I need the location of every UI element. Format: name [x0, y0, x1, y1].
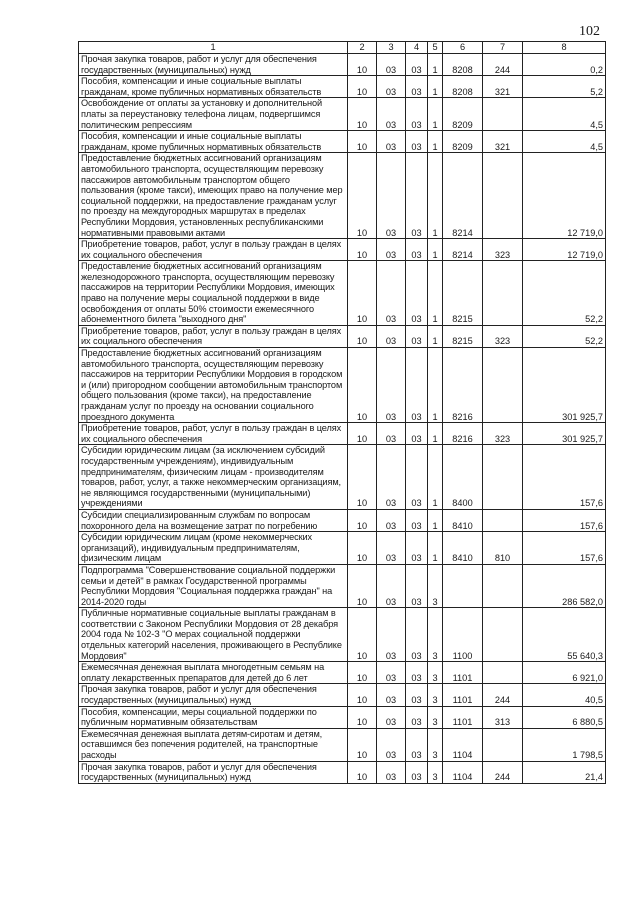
row-code-cell: 03	[377, 761, 406, 783]
row-code-cell: 03	[406, 325, 428, 347]
row-code-cell: 321	[483, 131, 523, 153]
row-name-cell: Ежемесячная денежная выплата детям-сиротам и детям, оставшимся без попечения родителей, на транспортные расходы	[79, 728, 348, 761]
row-code-cell: 1	[428, 509, 443, 531]
row-name-cell: Предоставление бюджетных ассигнований организациям железнодорожного транспорта, осуществляющим перевозку пассажиров на территории Республики Мордовия, имеющих право на получение меры социальной поддержки в виде освобождения от оплаты 50% стоимости ежемесячного абонементного билета "выходного дня"	[79, 261, 348, 326]
row-code-cell	[483, 153, 523, 239]
column-header: 8	[523, 42, 606, 54]
row-code-cell: 3	[428, 608, 443, 662]
row-code-cell: 10	[348, 239, 377, 261]
row-code-cell: 8214	[443, 153, 483, 239]
row-code-cell: 1	[428, 348, 443, 423]
row-name-cell: Приобретение товаров, работ, услуг в пользу граждан в целях их социального обеспечения	[79, 325, 348, 347]
row-code-cell: 03	[406, 509, 428, 531]
row-code-cell: 03	[406, 261, 428, 326]
row-code-cell: 03	[406, 706, 428, 728]
row-name-cell: Субсидии юридическим лицам (за исключением субсидий государственным учреждениям), индивидуальным предпринимателям, физическим лицам - производителям товаров, работ, услуг, а также некоммерческим организациям, не являющимся государственными (муниципальными) учреждениями	[79, 445, 348, 510]
row-name-cell: Субсидии юридическим лицам (кроме некоммерческих организаций), индивидуальным предпринимателям, физическим лицам	[79, 532, 348, 565]
row-code-cell: 03	[406, 98, 428, 131]
row-code-cell: 8410	[443, 509, 483, 531]
table-row	[79, 239, 606, 261]
row-code-cell: 03	[377, 423, 406, 445]
row-code-cell: 1	[428, 261, 443, 326]
table-body	[79, 54, 606, 784]
row-code-cell: 03	[406, 131, 428, 153]
row-name-cell: Приобретение товаров, работ, услуг в пользу граждан в целях их социального обеспечения	[79, 239, 348, 261]
row-code-cell: 03	[377, 54, 406, 76]
row-code-cell: 1	[428, 325, 443, 347]
row-code-cell: 8208	[443, 54, 483, 76]
row-code-cell: 03	[377, 684, 406, 706]
row-code-cell: 03	[406, 153, 428, 239]
row-code-cell: 8214	[443, 239, 483, 261]
row-code-cell: 10	[348, 153, 377, 239]
row-name-cell: Ежемесячная денежная выплата многодетным семьям на оплату лекарственных препаратов для детей до 6 лет	[79, 662, 348, 684]
table-row	[79, 761, 606, 783]
row-amount-cell: 157,6	[523, 532, 606, 565]
page-number: 102	[579, 24, 600, 39]
row-amount-cell: 6 921,0	[523, 662, 606, 684]
row-code-cell	[483, 509, 523, 531]
row-code-cell: 03	[377, 728, 406, 761]
row-code-cell: 03	[406, 76, 428, 98]
row-code-cell: 03	[377, 325, 406, 347]
row-code-cell: 8216	[443, 423, 483, 445]
row-code-cell: 03	[377, 532, 406, 565]
table-row	[79, 445, 606, 510]
row-code-cell: 10	[348, 261, 377, 326]
row-code-cell: 03	[406, 54, 428, 76]
column-header: 2	[348, 42, 377, 54]
row-amount-cell: 0,2	[523, 54, 606, 76]
row-code-cell: 10	[348, 54, 377, 76]
row-code-cell	[443, 564, 483, 607]
row-name-cell: Приобретение товаров, работ, услуг в пользу граждан в целях их социального обеспечения	[79, 423, 348, 445]
row-code-cell: 10	[348, 662, 377, 684]
row-code-cell: 03	[377, 131, 406, 153]
row-name-cell: Пособия, компенсации и иные социальные выплаты гражданам, кроме публичных нормативных обязательств	[79, 131, 348, 153]
row-code-cell: 8410	[443, 532, 483, 565]
row-code-cell	[483, 98, 523, 131]
row-code-cell: 3	[428, 761, 443, 783]
row-amount-cell: 5,2	[523, 76, 606, 98]
row-code-cell: 10	[348, 509, 377, 531]
row-amount-cell: 157,6	[523, 509, 606, 531]
row-code-cell: 03	[406, 445, 428, 510]
row-code-cell: 03	[406, 684, 428, 706]
row-code-cell: 321	[483, 76, 523, 98]
row-code-cell	[483, 348, 523, 423]
row-code-cell: 323	[483, 423, 523, 445]
row-code-cell: 03	[406, 761, 428, 783]
table-row	[79, 684, 606, 706]
row-code-cell: 03	[406, 423, 428, 445]
row-amount-cell: 55 640,3	[523, 608, 606, 662]
row-code-cell: 10	[348, 445, 377, 510]
row-code-cell: 10	[348, 564, 377, 607]
table-row	[79, 261, 606, 326]
row-code-cell	[483, 662, 523, 684]
table-row	[79, 348, 606, 423]
row-code-cell: 03	[406, 564, 428, 607]
row-code-cell: 1	[428, 532, 443, 565]
row-amount-cell: 52,2	[523, 325, 606, 347]
row-code-cell	[483, 564, 523, 607]
row-code-cell: 03	[377, 706, 406, 728]
row-amount-cell: 21,4	[523, 761, 606, 783]
row-code-cell: 1	[428, 131, 443, 153]
column-header: 1	[79, 42, 348, 54]
row-code-cell: 10	[348, 532, 377, 565]
row-code-cell: 1	[428, 54, 443, 76]
row-code-cell: 8209	[443, 131, 483, 153]
row-code-cell: 8215	[443, 261, 483, 326]
row-code-cell: 1	[428, 76, 443, 98]
table-row	[79, 98, 606, 131]
row-code-cell: 323	[483, 325, 523, 347]
table-row	[79, 76, 606, 98]
row-code-cell: 244	[483, 684, 523, 706]
row-code-cell: 1104	[443, 728, 483, 761]
table-row	[79, 608, 606, 662]
row-code-cell: 1	[428, 153, 443, 239]
row-code-cell: 03	[377, 261, 406, 326]
row-code-cell: 810	[483, 532, 523, 565]
row-code-cell: 1101	[443, 706, 483, 728]
column-header: 7	[483, 42, 523, 54]
row-name-cell: Предоставление бюджетных ассигнований организациям автомобильного транспорта, осуществляющим перевозку пассажиров автомобильным транспортом общего пользования (кроме такси), имеющих право на получение мер социальной поддержки, на предоставление гражданам услуг по проезду на междугородных маршрутах в пределах Республики Мордовия, установленных республиканскими нормативными правовыми актами	[79, 153, 348, 239]
row-code-cell: 03	[406, 608, 428, 662]
row-name-cell: Пособия, компенсации и иные социальные выплаты гражданам, кроме публичных нормативных обязательств	[79, 76, 348, 98]
row-code-cell: 8216	[443, 348, 483, 423]
row-code-cell: 1104	[443, 761, 483, 783]
row-name-cell: Публичные нормативные социальные выплаты гражданам в соответствии с Законом Республики Мордовия от 28 декабря 2004 года № 102-З "О мерах социальной поддержки отдельных категорий населения, проживающего в Республике Мордовия"	[79, 608, 348, 662]
table-row	[79, 325, 606, 347]
row-code-cell: 03	[377, 564, 406, 607]
row-code-cell: 1	[428, 445, 443, 510]
row-amount-cell: 301 925,7	[523, 348, 606, 423]
table-row	[79, 564, 606, 607]
row-code-cell: 10	[348, 76, 377, 98]
row-name-cell: Освобождение от оплаты за установку и дополнительной платы за переустановку телефона лицам, подвергшимся политическим репрессиям	[79, 98, 348, 131]
row-code-cell: 3	[428, 728, 443, 761]
row-code-cell: 1101	[443, 684, 483, 706]
table-row	[79, 423, 606, 445]
row-code-cell: 10	[348, 131, 377, 153]
table-row	[79, 706, 606, 728]
table-row	[79, 662, 606, 684]
row-amount-cell: 6 880,5	[523, 706, 606, 728]
row-code-cell: 10	[348, 348, 377, 423]
row-code-cell: 03	[406, 239, 428, 261]
row-code-cell: 3	[428, 706, 443, 728]
row-code-cell: 1	[428, 423, 443, 445]
table-row	[79, 131, 606, 153]
row-name-cell: Пособия, компенсации, меры социальной поддержки по публичным нормативным обязательствам	[79, 706, 348, 728]
row-code-cell: 03	[377, 608, 406, 662]
column-header: 6	[443, 42, 483, 54]
table-row	[79, 728, 606, 761]
row-code-cell: 10	[348, 761, 377, 783]
row-code-cell: 10	[348, 684, 377, 706]
row-code-cell: 10	[348, 423, 377, 445]
row-amount-cell: 12 719,0	[523, 239, 606, 261]
row-code-cell: 10	[348, 608, 377, 662]
row-code-cell: 1	[428, 239, 443, 261]
row-amount-cell: 301 925,7	[523, 423, 606, 445]
row-code-cell: 8215	[443, 325, 483, 347]
row-code-cell: 313	[483, 706, 523, 728]
row-code-cell: 3	[428, 684, 443, 706]
table-row	[79, 509, 606, 531]
table-row	[79, 153, 606, 239]
row-code-cell: 10	[348, 728, 377, 761]
row-code-cell: 03	[377, 76, 406, 98]
header-row	[79, 42, 606, 54]
row-code-cell: 03	[377, 348, 406, 423]
row-amount-cell: 4,5	[523, 98, 606, 131]
row-code-cell: 10	[348, 706, 377, 728]
column-header: 3	[377, 42, 406, 54]
row-name-cell: Субсидии специализированным службам по вопросам похоронного дела на возмещение затрат по погребению	[79, 509, 348, 531]
row-amount-cell: 40,5	[523, 684, 606, 706]
row-name-cell: Предоставление бюджетных ассигнований организациям автомобильного транспорта, осуществляющим перевозку пассажиров на территории Республики Мордовия в городском и (или) пригородном сообщении автомобильным транспортом общего пользования (кроме такси), на предоставление гражданам услуг по проезду на основании социального проездного документа	[79, 348, 348, 423]
row-amount-cell: 4,5	[523, 131, 606, 153]
column-header: 5	[428, 42, 443, 54]
row-code-cell: 03	[406, 532, 428, 565]
row-code-cell: 10	[348, 98, 377, 131]
row-amount-cell: 52,2	[523, 261, 606, 326]
row-amount-cell: 1 798,5	[523, 728, 606, 761]
row-code-cell: 03	[377, 153, 406, 239]
row-code-cell: 03	[406, 728, 428, 761]
row-code-cell: 03	[377, 662, 406, 684]
row-code-cell: 03	[377, 509, 406, 531]
row-code-cell	[483, 261, 523, 326]
row-name-cell: Прочая закупка товаров, работ и услуг для обеспечения государственных (муниципальных) нужд	[79, 54, 348, 76]
row-code-cell: 1	[428, 98, 443, 131]
row-name-cell: Подпрограмма "Совершенствование социальной поддержки семьи и детей" в рамках Государственной программы Республики Мордовия "Социальная поддержка граждан" на 2014-2020 годы	[79, 564, 348, 607]
row-code-cell: 8208	[443, 76, 483, 98]
row-code-cell: 1100	[443, 608, 483, 662]
table-row	[79, 54, 606, 76]
row-amount-cell: 12 719,0	[523, 153, 606, 239]
row-code-cell: 03	[377, 239, 406, 261]
column-header: 4	[406, 42, 428, 54]
row-code-cell: 03	[406, 348, 428, 423]
budget-table	[78, 41, 606, 784]
row-amount-cell: 286 582,0	[523, 564, 606, 607]
row-code-cell: 1101	[443, 662, 483, 684]
row-code-cell: 323	[483, 239, 523, 261]
row-code-cell	[483, 445, 523, 510]
row-amount-cell: 157,6	[523, 445, 606, 510]
row-code-cell: 244	[483, 54, 523, 76]
row-code-cell: 03	[377, 445, 406, 510]
row-code-cell: 8209	[443, 98, 483, 131]
row-code-cell: 10	[348, 325, 377, 347]
row-code-cell: 03	[406, 662, 428, 684]
row-code-cell: 8400	[443, 445, 483, 510]
row-code-cell	[483, 608, 523, 662]
row-code-cell: 244	[483, 761, 523, 783]
row-code-cell	[483, 728, 523, 761]
row-code-cell: 03	[377, 98, 406, 131]
row-name-cell: Прочая закупка товаров, работ и услуг для обеспечения государственных (муниципальных) нужд	[79, 684, 348, 706]
row-name-cell: Прочая закупка товаров, работ и услуг для обеспечения государственных (муниципальных) нужд	[79, 761, 348, 783]
table-row	[79, 532, 606, 565]
row-code-cell: 3	[428, 662, 443, 684]
row-code-cell: 3	[428, 564, 443, 607]
